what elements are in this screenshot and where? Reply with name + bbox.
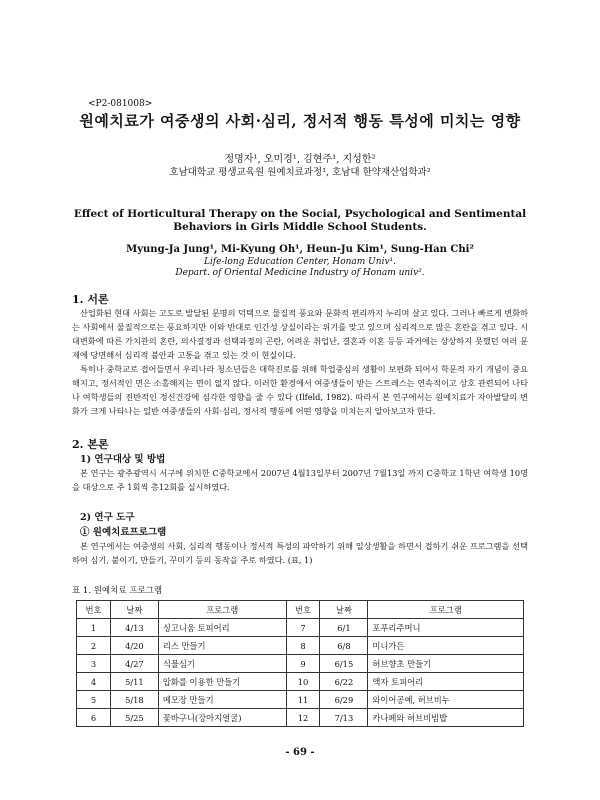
section-2-item-1: ① 원예치료프로그램 <box>80 527 167 538</box>
english-affiliation <box>0 257 600 279</box>
table-row <box>77 691 524 709</box>
cell-number: 2 <box>77 637 111 655</box>
cell-number: 10 <box>286 673 320 691</box>
paper-code: <P2-081008> <box>88 99 153 109</box>
header-date: 날짜 <box>110 601 158 619</box>
header-date: 날짜 <box>320 601 368 619</box>
korean-affiliation: 호남대학교 평생교육원 원예치료과정¹, 호남대 한약재산업학과² <box>169 167 431 178</box>
cell-date: 6/29 <box>320 691 368 709</box>
cell-date: 5/11 <box>110 673 158 691</box>
section-1-paragraph-2: 특히나 중학교로 접어들면서 우리나라 청소년들은 대학진로를 위해 학업중심의 생활이 보편화 되어서 학문적 자기 개념이 중요해지고, 정서적인 면은 소홀해지는 면이 없지 않다. 이러한 환경에서 여중생들이 받는 스트레스는 연속적이고 상호 관련되어 나타나 여학생들의 전반적인 정신건강에 심각한 영향을 줄 수 있다 (Ilfeld, 1982). 따라서 본 연구에서는 원예치료가 자아발달의 변화가 크게 나타나는 일반 여중생들의 사회·심리, 정서적 행동에 어떤 영향을 미치는지 알아보고자 한다. <box>72 364 528 416</box>
cell-date: 6/15 <box>320 655 368 673</box>
cell-date: 6/8 <box>320 637 368 655</box>
header-number: 번호 <box>286 601 320 619</box>
section-1-heading: 1. 서론 <box>72 293 109 306</box>
section-2-paragraph-2: 본 연구에서는 여중생의 사회, 심리적 행동이나 정서적 특성의 파악하기 위해 일상생활을 하면서 접하기 쉬운 프로그램을 선택하여 심기, 붙이기, 만들기, 꾸미기 등의 동작을 주로 하였다. (표, 1) <box>72 541 528 565</box>
cell-number: 12 <box>286 709 320 727</box>
header-program: 프로그램 <box>368 601 524 619</box>
cell-date: 5/25 <box>110 709 158 727</box>
cell-number: 8 <box>286 637 320 655</box>
cell-program: 압화를 이용한 만들기 <box>158 673 286 691</box>
cell-program: 싱고니움 토피어리 <box>158 619 286 637</box>
english-affiliation-line-2: Depart. of Oriental Medicine Industry of Honam univ². <box>175 268 425 278</box>
cell-number: 4 <box>77 673 111 691</box>
cell-program: 메모장 만들기 <box>158 691 286 709</box>
cell-program: 액자 토피어리 <box>368 673 524 691</box>
section-1-paragraph-1: 산업화된 현대 사회는 고도로 발달된 문명의 덕택으로 물질적 풍요와 문화적 편리까지 누리며 살고 있다. 그러나 빠르게 변화하는 사회에서 물질적으로는 풍요하지만 이와 반대로 인간성 상실이라는 위기를 맞고 있으며 심리적으로 많은 혼란을 겪고 있다. 시대변화에 따른 가치관의 혼란, 의사결정과 선택과정의 곤란, 어려운 취업난, 결혼과 이혼 등등 과거에는 상상하지 못했던 여러 문제에 당면해서 심리적 불안과 고통을 겪고 있는 것 이 현실이다. <box>72 308 528 360</box>
table-row <box>77 619 524 637</box>
table-header-row <box>77 601 524 619</box>
korean-authors: 정명자¹, 오미경¹, 김현주¹, 지성한² <box>224 154 376 165</box>
cell-date: 6/1 <box>320 619 368 637</box>
cell-number: 1 <box>77 619 111 637</box>
cell-date: 6/22 <box>320 673 368 691</box>
cell-date: 4/20 <box>110 637 158 655</box>
section-2-subheading-1: 1) 연구대상 및 방법 <box>80 454 166 465</box>
section-2-heading: 2. 본론 <box>72 438 109 451</box>
cell-program: 카나페와 허브비빔밥 <box>368 709 524 727</box>
cell-date: 4/27 <box>110 655 158 673</box>
page-number: - 69 - <box>285 747 315 758</box>
cell-number: 7 <box>286 619 320 637</box>
cell-date: 4/13 <box>110 619 158 637</box>
cell-program: 포푸리주머니 <box>368 619 524 637</box>
cell-number: 11 <box>286 691 320 709</box>
header-program: 프로그램 <box>158 601 286 619</box>
program-table <box>76 600 524 727</box>
english-authors: Myung-Ja Jung¹, Mi-Kyung Oh¹, Heun-Ju Kim¹, Sung-Han Chi² <box>126 244 474 255</box>
cell-date: 5/18 <box>110 691 158 709</box>
section-2-paragraph-1: 본 연구는 광주광역시 서구에 위치한 C중학교에서 2007년 4월13일부터 2007년 7월13일 까지 C중학교 1학년 여학생 10명을 대상으로 주 1회씩 총12회를 실시하였다. <box>72 468 528 492</box>
cell-program: 식물심기 <box>158 655 286 673</box>
cell-date: 7/13 <box>320 709 368 727</box>
cell-program: 리스 만들기 <box>158 637 286 655</box>
cell-number: 6 <box>77 709 111 727</box>
english-affiliation-line-1: Life-long Education Center, Honam Univ¹. <box>204 257 396 267</box>
cell-number: 5 <box>77 691 111 709</box>
table-caption: 표 1. 원예치료 프로그램 <box>72 586 163 596</box>
cell-program: 꽃바구니(강아지얼굴) <box>158 709 286 727</box>
cell-number: 9 <box>286 655 320 673</box>
table-row <box>77 709 524 727</box>
table-row <box>77 655 524 673</box>
cell-program: 미니가든 <box>368 637 524 655</box>
section-2-subheading-2: 2) 연구 도구 <box>80 512 135 523</box>
table-row <box>77 637 524 655</box>
english-title: Effect of Horticultural Therapy on the Social, Psychological and Sentimental Behaviors in Girls Middle School Students. <box>73 208 527 233</box>
header-number: 번호 <box>77 601 111 619</box>
korean-title: 원예치료가 여중생의 사회·심리, 정서적 행동 특성에 미치는 영향 <box>79 112 521 130</box>
cell-program: 허브향초 만들기 <box>368 655 524 673</box>
cell-program: 와이어공예, 허브비누 <box>368 691 524 709</box>
table-row <box>77 673 524 691</box>
cell-number: 3 <box>77 655 111 673</box>
